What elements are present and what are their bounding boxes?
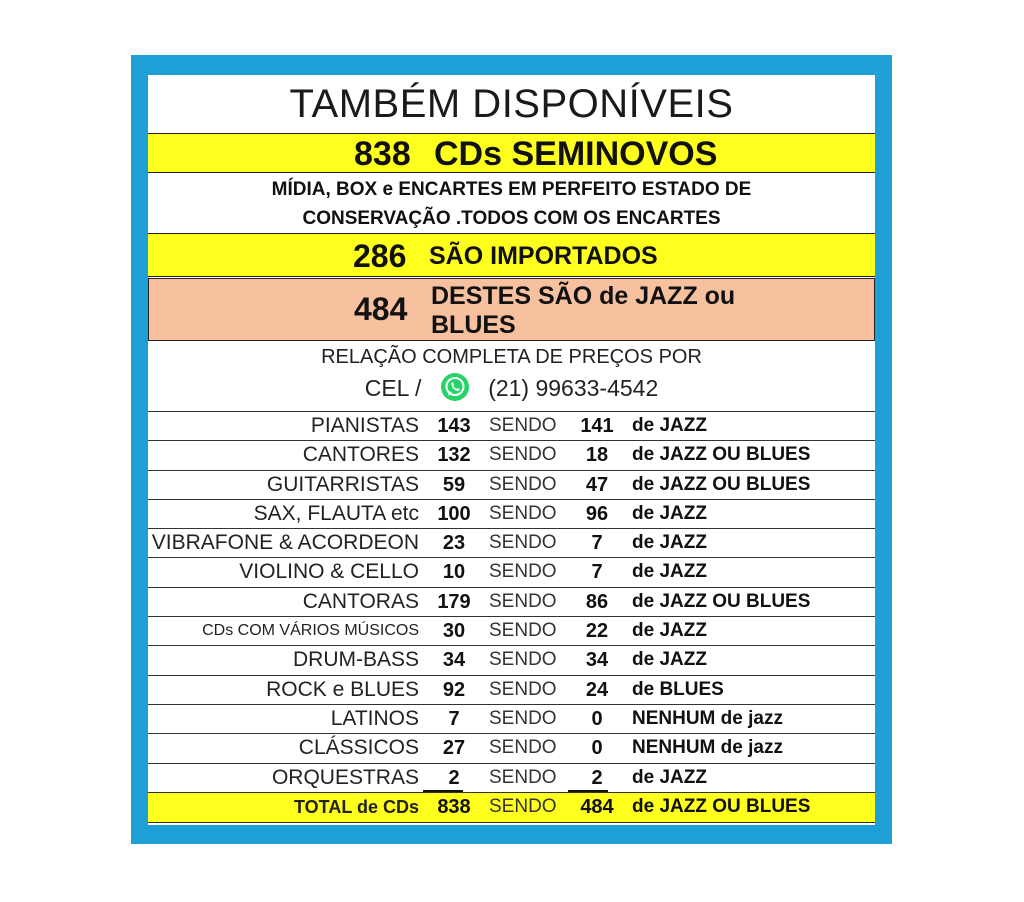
row-count: 0 xyxy=(591,707,603,730)
row-sendo: SENDO xyxy=(489,532,557,554)
row-sendo: SENDO xyxy=(489,737,557,759)
row-sendo: SENDO xyxy=(489,678,557,700)
row-count: 34 xyxy=(585,649,609,672)
row-category: CANTORAS xyxy=(302,589,419,613)
total-sendo: SENDO xyxy=(489,795,557,817)
row-desc: de JAZZ xyxy=(632,502,707,524)
row-total: 7 xyxy=(448,707,460,730)
row-desc: NENHUM de jazz xyxy=(632,737,783,759)
table-row xyxy=(148,645,875,674)
band-jazz-blues xyxy=(148,278,875,341)
row-total: 34 xyxy=(442,649,466,672)
row-desc: de JAZZ OU BLUES xyxy=(632,590,811,612)
table-row xyxy=(148,763,875,792)
row-count: 2 xyxy=(591,766,603,789)
seminovos-count: 838 xyxy=(354,135,411,173)
row-category: CLÁSSICOS xyxy=(298,736,419,760)
table-row xyxy=(148,704,875,733)
row-desc: NENHUM de jazz xyxy=(632,707,783,729)
row-desc: de JAZZ xyxy=(632,532,707,554)
total-category: TOTAL de CDs xyxy=(293,796,419,817)
contact-phone-line xyxy=(148,371,875,405)
description-line-2: CONSERVAÇÃO .TODOS COM OS ENCARTES xyxy=(302,208,721,229)
seminovos-label: CDs SEMINOVOS xyxy=(434,135,718,173)
row-total: 27 xyxy=(442,737,466,760)
table-row xyxy=(148,470,875,499)
table-row xyxy=(148,675,875,704)
row-count: 18 xyxy=(585,444,609,467)
row-total: 30 xyxy=(442,620,466,643)
row-category: GUITARRISTAS xyxy=(266,472,419,496)
table-row xyxy=(148,528,875,557)
table-row xyxy=(148,440,875,469)
row-total: 132 xyxy=(437,444,471,467)
total-desc: de JAZZ OU BLUES xyxy=(632,795,811,817)
row-total: 100 xyxy=(437,502,471,525)
row-category: ORQUESTRAS xyxy=(271,765,419,789)
poster-frame xyxy=(131,55,892,844)
row-total: 179 xyxy=(437,590,471,613)
phone-number: (21) 99633-4542 xyxy=(488,375,659,401)
row-count: 141 xyxy=(580,415,614,437)
row-total: 143 xyxy=(437,415,471,437)
row-sendo: SENDO xyxy=(489,502,557,524)
band-seminovos xyxy=(148,133,875,173)
category-table xyxy=(148,411,875,823)
row-desc: de JAZZ xyxy=(632,620,707,642)
row-category: CANTORES xyxy=(302,443,419,467)
contact-line: RELAÇÃO COMPLETA DE PREÇOS POR xyxy=(321,346,702,368)
cel-label: CEL / xyxy=(364,375,422,401)
poster-title: TAMBÉM DISPONÍVEIS xyxy=(289,82,734,126)
importados-label: SÃO IMPORTADOS xyxy=(429,242,658,270)
whatsapp-icon xyxy=(440,372,470,402)
row-category: LATINOS xyxy=(330,706,419,730)
total-row xyxy=(148,792,875,823)
table-row xyxy=(148,733,875,762)
row-total: 2 xyxy=(448,766,460,789)
row-total: 59 xyxy=(442,473,466,496)
row-category: CDs COM VÁRIOS MÚSICOS xyxy=(202,622,419,640)
row-total: 92 xyxy=(442,678,466,701)
row-sendo: SENDO xyxy=(489,415,557,436)
row-category: PIANISTAS xyxy=(310,414,419,437)
total-jazz-count: 484 xyxy=(580,795,614,818)
row-total: 23 xyxy=(442,532,466,555)
row-sendo: SENDO xyxy=(489,590,557,612)
table-row xyxy=(148,557,875,586)
row-count: 86 xyxy=(585,590,609,613)
row-desc: de JAZZ xyxy=(632,649,707,671)
row-category: ROCK e BLUES xyxy=(266,677,419,701)
row-desc: de JAZZ OU BLUES xyxy=(632,473,811,495)
table-row xyxy=(148,616,875,645)
row-count: 0 xyxy=(591,737,603,760)
row-category: DRUM-BASS xyxy=(292,648,419,672)
jazz-blues-label: DESTES SÃO de JAZZ ou BLUES xyxy=(431,282,736,339)
table-row xyxy=(148,587,875,616)
band-importados xyxy=(148,233,875,277)
row-total: 10 xyxy=(442,561,466,584)
row-sendo: SENDO xyxy=(489,620,557,642)
importados-count: 286 xyxy=(353,238,407,274)
contact-info xyxy=(148,343,875,409)
row-category: VIBRAFONE & ACORDEON xyxy=(151,531,419,555)
table-row xyxy=(148,499,875,528)
row-sendo: SENDO xyxy=(489,649,557,671)
total-count: 838 xyxy=(437,795,471,818)
row-desc: de JAZZ xyxy=(632,415,707,436)
row-desc: de JAZZ xyxy=(632,561,707,583)
row-count: 7 xyxy=(591,561,603,584)
row-count: 22 xyxy=(585,620,609,643)
row-category: VIOLINO & CELLO xyxy=(239,560,419,584)
description-line-1: MÍDIA, BOX e ENCARTES EM PERFEITO ESTADO DE xyxy=(271,179,752,200)
row-sendo: SENDO xyxy=(489,444,557,466)
condition-description xyxy=(148,173,875,233)
row-category: SAX, FLAUTA etc xyxy=(253,501,419,525)
row-sendo: SENDO xyxy=(489,473,557,495)
row-sendo: SENDO xyxy=(489,561,557,583)
table-row xyxy=(148,411,875,440)
row-sendo: SENDO xyxy=(489,766,557,788)
poster-content xyxy=(148,75,875,825)
jazz-blues-count: 484 xyxy=(354,291,408,327)
row-desc: de JAZZ xyxy=(632,766,707,788)
row-desc: de BLUES xyxy=(632,678,724,700)
row-count: 7 xyxy=(591,532,603,555)
row-count: 47 xyxy=(585,473,609,496)
row-desc: de JAZZ OU BLUES xyxy=(632,444,811,466)
row-count: 96 xyxy=(585,502,609,525)
row-sendo: SENDO xyxy=(489,707,557,729)
row-count: 24 xyxy=(585,678,609,701)
